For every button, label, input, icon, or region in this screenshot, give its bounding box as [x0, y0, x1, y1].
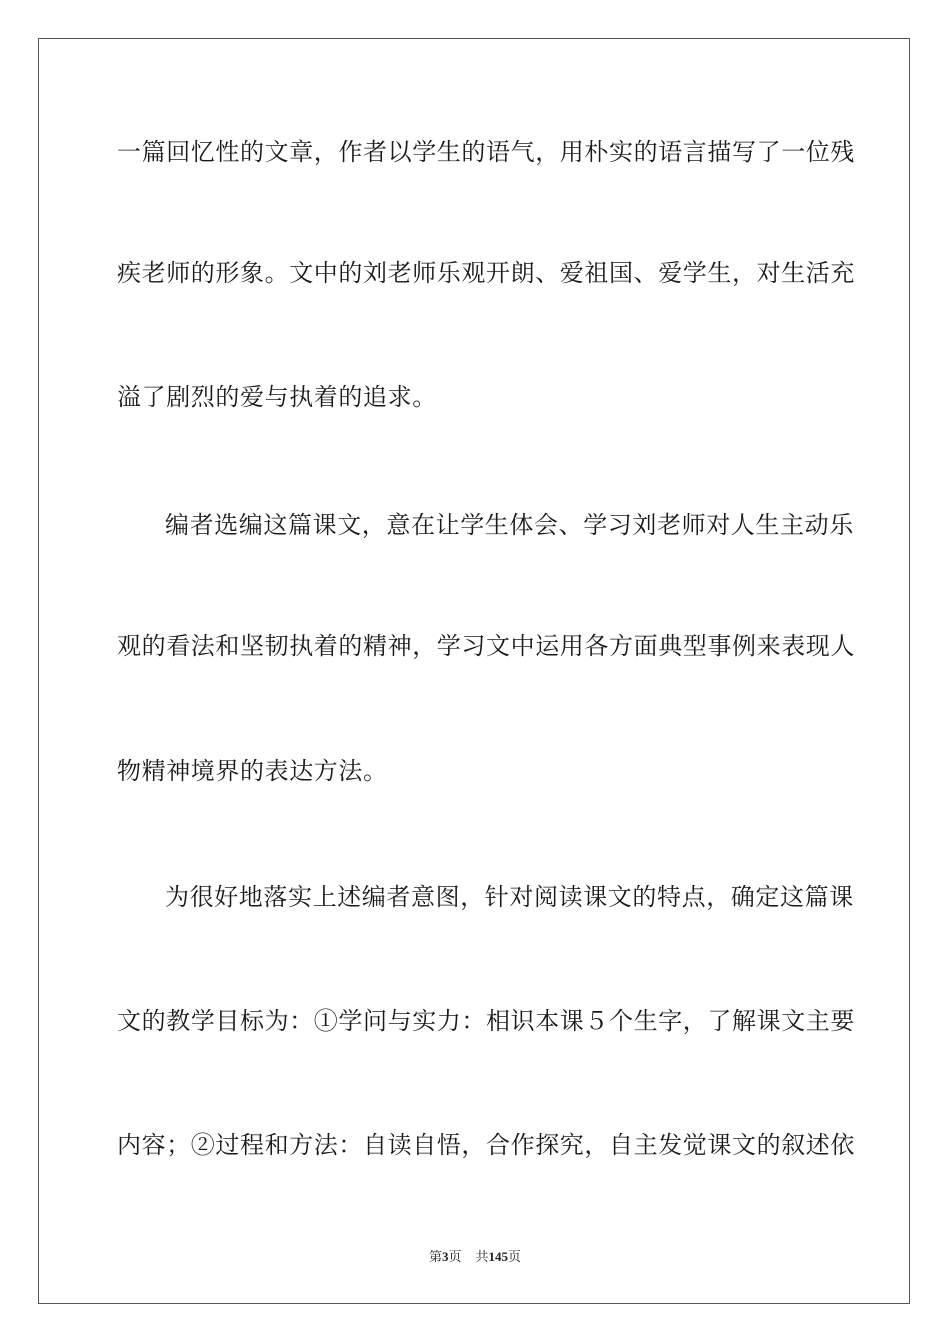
text-line: 观的看法和坚韧执着的精神，学习文中运用各方面典型事例来表现人	[117, 632, 855, 660]
text-line: 溢了剧烈的爱与执着的追求。	[117, 383, 437, 411]
paragraph-first-line: 为很好地落实上述编者意图，针对阅读课文的特点，确定这篇课	[165, 883, 854, 911]
text-line: 物精神境界的表达方法。	[117, 757, 388, 785]
page-border	[38, 38, 910, 1304]
text-line: 一篇回忆性的文章，作者以学生的语气，用朴实的语言描写了一位残	[117, 138, 855, 166]
total-suffix: 页	[508, 1249, 522, 1264]
total-pages: 145	[488, 1249, 509, 1264]
page-prefix: 第	[428, 1249, 442, 1264]
page-suffix: 页	[448, 1249, 462, 1264]
page-number: 3	[441, 1249, 449, 1264]
text-line: 疾老师的形象。文中的刘老师乐观开朗、爱祖国、爱学生，对生活充	[117, 259, 855, 287]
text-line: 内容；②过程和方法：自读自悟，合作探究，自主发觉课文的叙述依	[117, 1131, 855, 1159]
text-line: 文的教学目标为：①学问与实力：相识本课５个生字，了解课文主要	[117, 1007, 855, 1035]
total-prefix: 共	[475, 1249, 489, 1264]
paragraph-first-line: 编者选编这篇课文，意在让学生体会、学习刘老师对人生主动乐	[165, 511, 854, 539]
page-footer	[0, 1248, 950, 1266]
